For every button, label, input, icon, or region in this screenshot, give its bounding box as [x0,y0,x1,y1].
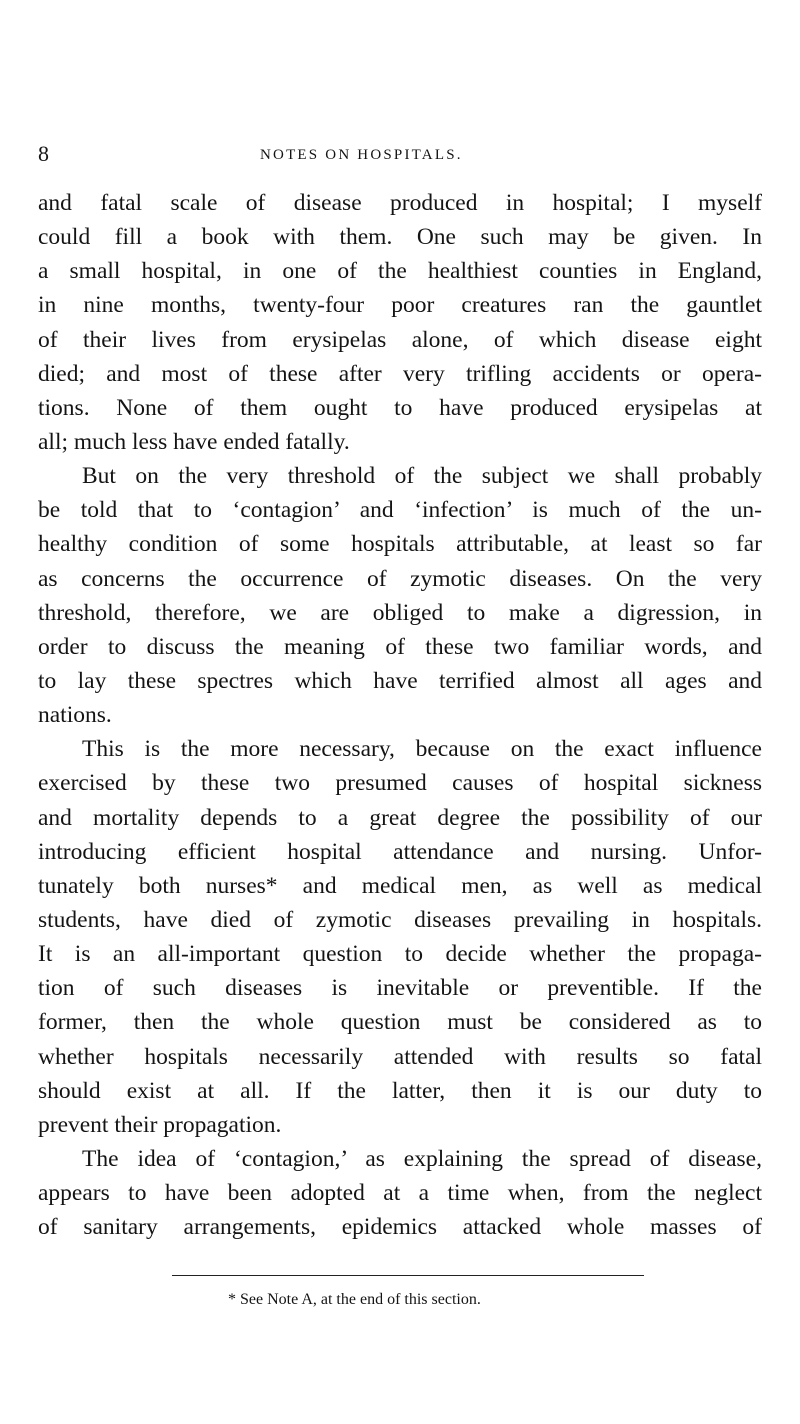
text-line: as concerns the occurrence of zymotic diseases. On the very [38,565,762,592]
page-header [38,142,758,166]
text-line: prevent their propagation. [38,1111,282,1138]
text-line: This is the more necessary, because on the exact influence [82,736,762,763]
text-line: healthy condition of some hospitals attributable, at least so far [38,531,762,558]
text-line: appears to have been adopted at a time when, from the neglect [38,1180,762,1207]
text-line: students, have died of zymotic diseases prevailing in hospitals. [38,906,762,933]
text-line: could fill a book with them. One such may be given. In [38,224,762,251]
text-line: threshold, therefore, we are obliged to make a digression, in [38,599,762,626]
text-line: tions. None of them ought to have produced erysipelas at [38,394,762,421]
running-head: NOTES ON HOSPITALS. [260,147,463,163]
paragraph [38,459,762,732]
page-number: 8 [38,141,49,166]
text-line: should exist at all. If the latter, then it is our duty to [38,1077,762,1104]
paragraph [38,186,762,459]
text-line: introducing efficient hospital attendance and nursing. Unfor- [38,838,762,865]
text-line: and mortality depends to a great degree the possibility of our [38,804,762,831]
footnote-rule [172,1275,644,1276]
text-line: to lay these spectres which have terrified almost all ages and [38,667,762,694]
text-line: order to discuss the meaning of these two familiar words, and [38,633,762,660]
text-line: of sanitary arrangements, epidemics attacked whole masses of [38,1214,762,1241]
text-line: whether hospitals necessarily attended with results so fatal [38,1043,762,1070]
text-line: former, then the whole question must be considered as to [38,1009,762,1036]
text-line: tunately both nurses* and medical men, as well as medical [38,872,762,899]
text-line: The idea of ‘contagion,’ as explaining the spread of disease, [82,1145,762,1172]
text-line: be told that to ‘contagion’ and ‘infection’ is much of the un- [38,497,762,524]
text-line: a small hospital, in one of the healthiest counties in England, [38,258,762,285]
text-line: nations. [38,702,112,729]
text-line: in nine months, twenty-four poor creatures ran the gauntlet [38,292,762,319]
text-line: exercised by these two presumed causes of hospital sickness [38,770,762,797]
body-text [38,186,762,1244]
text-line: all; much less have ended fatally. [38,428,350,455]
text-line: of their lives from erysipelas alone, of which disease eight [38,326,762,353]
paragraph [38,1142,762,1244]
text-line: tion of such diseases is inevitable or preventible. If the [38,975,762,1002]
text-line: It is an all-important question to decide whether the propaga- [38,941,762,968]
text-line: and fatal scale of disease produced in hospital; I myself [38,190,762,216]
paragraph [38,732,762,1142]
text-line: died; and most of these after very trifling accidents or opera- [38,360,762,387]
text-line: But on the very threshold of the subject we shall probably [82,463,762,490]
footnote: * See Note A, at the end of this section. [228,1291,481,1308]
